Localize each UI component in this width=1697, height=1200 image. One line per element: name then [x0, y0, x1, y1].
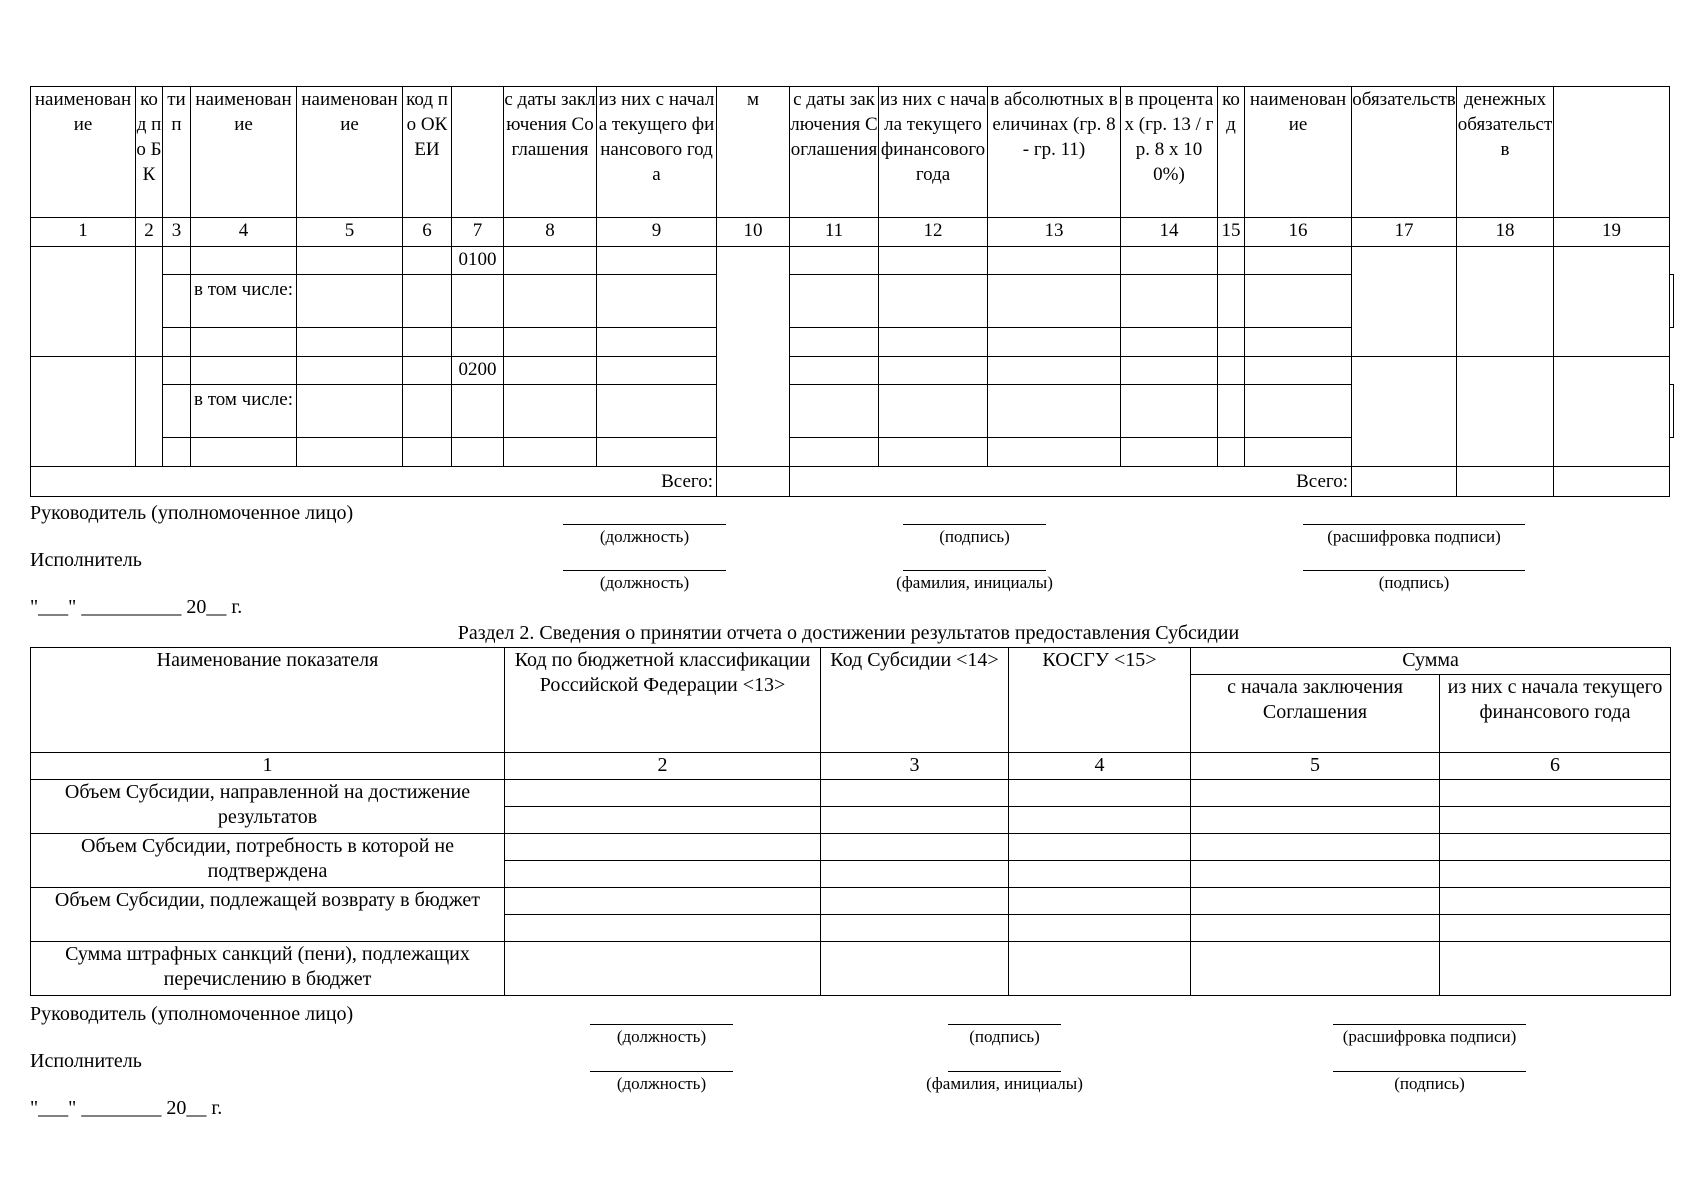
row-label: Сумма штрафных санкций (пени), подлежащих перечислению в бюджет [31, 942, 505, 996]
data-cell [505, 780, 821, 807]
data-cell [1440, 915, 1671, 942]
including-label: в том числе: [191, 275, 297, 328]
data-cell [1245, 275, 1352, 328]
data-cell [597, 247, 717, 275]
data-cell [191, 247, 297, 275]
decoding-line [1333, 1024, 1526, 1025]
data-cell [452, 438, 504, 467]
data-cell [1218, 247, 1245, 275]
col-number: 6 [1440, 753, 1671, 780]
total-cell [1554, 467, 1670, 497]
data-cell [1009, 834, 1191, 861]
col-number: 4 [191, 218, 297, 247]
data-cell [821, 915, 1009, 942]
data-cell [597, 438, 717, 467]
col-number: 16 [1245, 218, 1352, 247]
header-cell: Сумма [1191, 648, 1671, 675]
data-cell [1009, 915, 1191, 942]
col-number: 2 [136, 218, 163, 247]
date-field: "___" __________ 20__ г. [30, 596, 243, 618]
data-cell [1440, 888, 1671, 915]
name-line [948, 1071, 1061, 1072]
data-cell [505, 915, 821, 942]
data-cell [821, 834, 1009, 861]
data-cell [1245, 438, 1352, 467]
line-code: 0200 [452, 357, 504, 385]
decoding-caption: (расшифровка подписи) [1342, 1027, 1517, 1046]
data-cell [821, 807, 1009, 834]
data-cell [505, 861, 821, 888]
data-cell [1440, 942, 1671, 996]
col-number: 9 [597, 218, 717, 247]
data-cell [1009, 942, 1191, 996]
data-cell [597, 357, 717, 385]
data-cell [403, 247, 452, 275]
data-cell [504, 247, 597, 275]
position-caption: (должность) [616, 1074, 707, 1093]
data-cell [505, 888, 821, 915]
header-cell: из них с начала текущего финансового года [879, 87, 988, 218]
row-label: Объем Субсидии, потребность в которой не подтверждена [31, 834, 505, 888]
data-cell [1218, 385, 1245, 438]
data-cell [297, 328, 403, 357]
header-cell: с начала заключения Соглашения [1191, 675, 1440, 753]
header-cell: из них с начала текущего финансового года [597, 87, 717, 218]
data-cell [504, 328, 597, 357]
data-cell [163, 247, 191, 275]
data-cell [988, 357, 1121, 385]
name-line [903, 570, 1046, 571]
position-line [590, 1071, 733, 1072]
header-cell: наименование [1245, 87, 1352, 218]
col-number: 1 [31, 218, 136, 247]
total-label: Всего: [790, 467, 1352, 497]
header-row [31, 648, 1671, 675]
data-cell [879, 247, 988, 275]
header-cell: Код по бюджетной классификации Российской Федерации <13> [505, 648, 821, 753]
report-table-section1 [30, 86, 1674, 497]
row-label: Объем Субсидии, направленной на достижение результатов [31, 780, 505, 834]
table-row [31, 834, 1671, 861]
data-cell [790, 438, 879, 467]
data-cell [1191, 861, 1440, 888]
signature-line [903, 524, 1046, 525]
data-cell [505, 807, 821, 834]
data-cell [1191, 942, 1440, 996]
data-cell [163, 385, 191, 438]
col-number: 8 [504, 218, 597, 247]
position-caption: (должность) [599, 573, 690, 592]
col-number: 11 [790, 218, 879, 247]
header-cell: Наименование показателя [31, 648, 505, 753]
data-cell [1457, 357, 1554, 467]
data-cell [1554, 357, 1670, 467]
header-cell: м [717, 87, 790, 218]
signature-line [948, 1024, 1061, 1025]
data-cell [1121, 385, 1218, 438]
data-cell [504, 275, 597, 328]
data-cell [191, 357, 297, 385]
data-cell [1554, 247, 1670, 357]
data-cell [136, 247, 163, 357]
data-cell [1218, 438, 1245, 467]
data-cell [821, 888, 1009, 915]
header-cell: тип [163, 87, 191, 218]
data-cell [1191, 915, 1440, 942]
including-label: в том числе: [191, 385, 297, 438]
position-caption: (должность) [599, 527, 690, 546]
data-cell [879, 438, 988, 467]
data-cell [821, 780, 1009, 807]
data-cell [790, 247, 879, 275]
data-cell [1191, 888, 1440, 915]
col-number: 5 [297, 218, 403, 247]
header-cell: наименование [297, 87, 403, 218]
data-cell [1440, 807, 1671, 834]
header-cell: наименование [191, 87, 297, 218]
report-table-section2 [30, 647, 1671, 996]
total-cell [717, 467, 790, 497]
col-number: 3 [163, 218, 191, 247]
data-cell [1121, 357, 1218, 385]
data-cell [136, 357, 163, 467]
data-cell [1440, 780, 1671, 807]
col-number: 7 [452, 218, 504, 247]
data-cell [403, 357, 452, 385]
data-cell [297, 247, 403, 275]
header-cell: код [1218, 87, 1245, 218]
data-cell [505, 834, 821, 861]
data-cell [504, 438, 597, 467]
data-cell [1009, 861, 1191, 888]
col-number: 12 [879, 218, 988, 247]
data-cell [597, 275, 717, 328]
data-cell [1218, 357, 1245, 385]
data-cell [1121, 328, 1218, 357]
data-cell [31, 247, 136, 357]
data-cell [191, 328, 297, 357]
col-number: 4 [1009, 753, 1191, 780]
data-cell [790, 328, 879, 357]
data-cell [790, 275, 879, 328]
name-caption: (фамилия, инициалы) [926, 1074, 1083, 1093]
data-cell [879, 328, 988, 357]
date-field: "___" ________ 20__ г. [30, 1097, 223, 1119]
decoding-line [1303, 524, 1525, 525]
table-row [31, 247, 1674, 275]
data-cell [1121, 247, 1218, 275]
executor-label: Исполнитель [30, 1050, 142, 1072]
col-number: 19 [1554, 218, 1670, 247]
total-row [31, 467, 1674, 497]
data-cell [504, 357, 597, 385]
header-cell [1554, 87, 1670, 218]
data-cell [191, 438, 297, 467]
col-number: 17 [1352, 218, 1457, 247]
data-cell [1218, 328, 1245, 357]
header-cell: код по БК [136, 87, 163, 218]
header-cell: в процентах (гр. 13 / гр. 8 x 100%) [1121, 87, 1218, 218]
signature-line [1333, 1071, 1526, 1072]
header-cell: денежных обязательств [1457, 87, 1554, 218]
col-number: 13 [988, 218, 1121, 247]
data-cell [879, 385, 988, 438]
data-cell [988, 247, 1121, 275]
signature-line [1303, 570, 1525, 571]
total-cell [1352, 467, 1457, 497]
data-cell [163, 357, 191, 385]
data-cell [1245, 247, 1352, 275]
data-cell [597, 328, 717, 357]
header-cell [452, 87, 504, 218]
data-cell [1245, 328, 1352, 357]
data-cell [1009, 888, 1191, 915]
data-cell [1670, 275, 1674, 328]
data-cell [1245, 385, 1352, 438]
data-cell [163, 275, 191, 328]
data-cell [31, 357, 136, 467]
data-cell [504, 385, 597, 438]
header-cell: с даты заключения Соглашения [790, 87, 879, 218]
data-cell [988, 438, 1121, 467]
data-cell [297, 275, 403, 328]
data-cell [1121, 275, 1218, 328]
col-number: 15 [1218, 218, 1245, 247]
data-cell [988, 275, 1121, 328]
data-cell [1191, 807, 1440, 834]
col-number: 2 [505, 753, 821, 780]
header-row [31, 87, 1674, 218]
head-label: Руководитель (уполномоченное лицо) [30, 1003, 354, 1025]
column-number-row [31, 218, 1674, 247]
data-cell [790, 385, 879, 438]
data-cell [297, 385, 403, 438]
data-cell [1440, 834, 1671, 861]
row-label: Объем Субсидии, подлежащей возврату в бюджет [31, 888, 505, 942]
data-cell [163, 438, 191, 467]
table-row [31, 888, 1671, 915]
data-cell [821, 861, 1009, 888]
data-cell [988, 385, 1121, 438]
head-label: Руководитель (уполномоченное лицо) [30, 502, 354, 524]
data-cell [879, 357, 988, 385]
table-row [31, 357, 1674, 385]
line-code: 0100 [452, 247, 504, 275]
name-caption: (фамилия, инициалы) [896, 573, 1053, 592]
data-cell [297, 438, 403, 467]
data-cell [1457, 247, 1554, 357]
header-cell: в абсолютных величинах (гр. 8 - гр. 11) [988, 87, 1121, 218]
column-number-row [31, 753, 1671, 780]
signature-caption: (подпись) [969, 1027, 1040, 1046]
data-cell [1218, 275, 1245, 328]
header-cell: КОСГУ <15> [1009, 648, 1191, 753]
col-number: 18 [1457, 218, 1554, 247]
section2-title: Раздел 2. Сведения о принятии отчета о достижении результатов предоставления Субсидии [457, 622, 1240, 644]
signature-caption: (подпись) [939, 527, 1010, 546]
data-cell [1191, 834, 1440, 861]
position-line [563, 524, 726, 525]
position-line [590, 1024, 733, 1025]
data-cell [1352, 357, 1457, 467]
decoding-caption: (расшифровка подписи) [1327, 527, 1501, 546]
position-line [563, 570, 726, 571]
data-cell [403, 275, 452, 328]
data-cell [597, 385, 717, 438]
data-cell [163, 328, 191, 357]
data-cell [403, 328, 452, 357]
data-cell [505, 942, 821, 996]
total-label: Всего: [31, 467, 717, 497]
header-cell: из них с начала текущего финансового года [1440, 675, 1671, 753]
col-number: 6 [403, 218, 452, 247]
table-row [31, 942, 1671, 996]
table-row [31, 780, 1671, 807]
header-cell: обязательств [1352, 87, 1457, 218]
position-caption: (должность) [616, 1027, 707, 1046]
data-cell [790, 357, 879, 385]
col-number: 3 [821, 753, 1009, 780]
total-cell [1457, 467, 1554, 497]
header-cell: наименование [31, 87, 136, 218]
header-cell: Код Субсидии <14> [821, 648, 1009, 753]
data-cell [1352, 247, 1457, 357]
col-number: 14 [1121, 218, 1218, 247]
data-cell [1009, 807, 1191, 834]
data-cell [879, 275, 988, 328]
data-cell [1245, 357, 1352, 385]
data-cell [717, 247, 790, 467]
col-number: 5 [1191, 753, 1440, 780]
executor-label: Исполнитель [30, 549, 142, 571]
data-cell [297, 357, 403, 385]
data-cell [1191, 780, 1440, 807]
data-cell [403, 438, 452, 467]
data-cell [403, 385, 452, 438]
signature-caption: (подпись) [1394, 1074, 1465, 1093]
data-cell [452, 328, 504, 357]
data-cell [1440, 861, 1671, 888]
col-number: 10 [717, 218, 790, 247]
data-cell [821, 942, 1009, 996]
data-cell [1121, 438, 1218, 467]
data-cell [452, 275, 504, 328]
data-cell [452, 385, 504, 438]
header-cell: с даты заключения Соглашения [504, 87, 597, 218]
data-cell [1009, 780, 1191, 807]
col-number: 1 [31, 753, 505, 780]
data-cell [1670, 385, 1674, 438]
header-cell: код по ОКЕИ [403, 87, 452, 218]
data-cell [988, 328, 1121, 357]
signature-caption: (подпись) [1378, 573, 1450, 592]
